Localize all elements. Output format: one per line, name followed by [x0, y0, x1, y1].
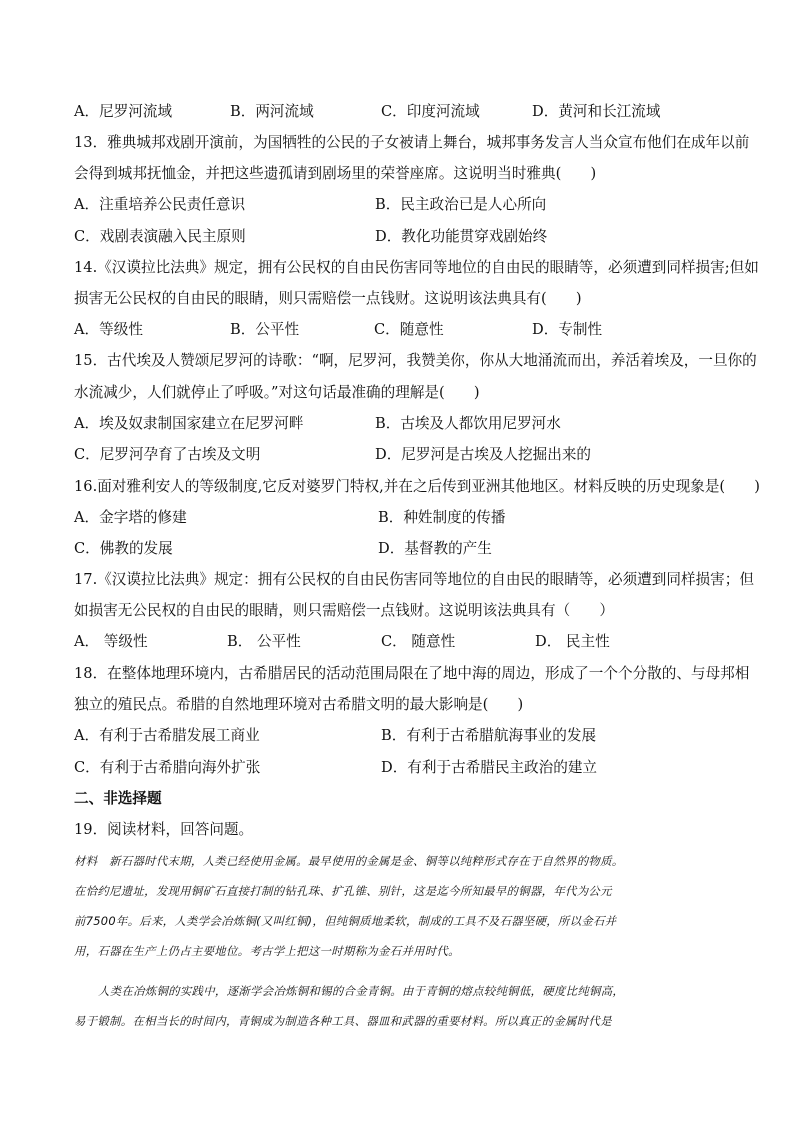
q18-stem-line-2: 独立的殖民点。希腊的自然地理环境对古希腊文明的最大影响是( )	[74, 696, 524, 713]
q13-stem-line-1: 13．雅典城邦戏剧开演前，为国牺牲的公民的子女被请上舞台，城邦事务发言人当众宣布他们在成年以前	[74, 134, 750, 151]
q18-options-row-1	[74, 725, 734, 747]
q17-stem-line-2: 如损害无公民权的自由民的眼睛，则只需赔偿一点钱财。这说明该法典具有（ ）	[74, 602, 614, 619]
q14-stem-line-1: 14.《汉谟拉比法典》规定，拥有公民权的自由民伤害同等地位的自由民的眼睛等，必须遭到同样损害;但如	[74, 259, 759, 276]
q13-options-row-1	[74, 194, 734, 216]
q16-stem-line-1: 16.面对雅利安人的等级制度,它反对婆罗门特权,并在之后传到亚洲其他地区。材料反映的历史现象是( )	[74, 478, 761, 495]
q17-option-a[interactable]: A． 等级性	[74, 633, 148, 650]
q12-option-c[interactable]: C．印度河流域	[381, 103, 480, 120]
q19-material-line-5: 人类在冶炼铜的实践中，逐渐学会冶炼铜和锡的合金青铜。由于青铜的熔点较纯铜低，硬度比纯铜高，	[98, 984, 625, 998]
q18-stem-line-1: 18．在整体地理环境内，古希腊居民的活动范围局限在了地中海的周边，形成了一个个分散的、与母邦相	[74, 665, 750, 682]
q16-option-b[interactable]: B．种姓制度的传播	[378, 509, 506, 526]
q14-options	[74, 319, 734, 341]
q14-option-c[interactable]: C．随意性	[374, 321, 444, 338]
q12-option-a[interactable]: A．尼罗河流域	[74, 103, 173, 120]
q17-stem-line-1: 17.《汉谟拉比法典》规定：拥有公民权的自由民伤害同等地位的自由民的眼睛等，必须遭到同样损害；但	[74, 571, 754, 588]
q15-stem-line-1: 15．古代埃及人赞颂尼罗河的诗歌：“啊，尼罗河，我赞美你，你从大地涌流而出，养活着埃及，一旦你的	[74, 352, 757, 369]
q16-option-c[interactable]: C．佛教的发展	[74, 540, 173, 557]
q18-options-row-2	[74, 757, 734, 779]
q15-option-c[interactable]: C．尼罗河孕育了古埃及文明	[74, 446, 261, 463]
q15-option-b[interactable]: B．古埃及人都饮用尼罗河水	[375, 415, 561, 432]
q13-options-row-2	[74, 226, 734, 248]
q15-options-row-2	[74, 444, 734, 466]
q19-material-line-6: 易于锻制。在相当长的时间内，青铜成为制造各种工具、器皿和武器的重要材料。所以真正的金属时代是	[74, 1014, 612, 1028]
q19-material-line-2: 在恰约尼遗址，发现用铜矿石直接打制的钻孔珠、扩孔锥、别针，这是迄今所知最早的铜器，年代为公元	[74, 884, 612, 898]
q13-stem-line-2: 会得到城邦抚恤金，并把这些遗孤请到剧场里的荣誉座席。这说明当时雅典( )	[74, 165, 597, 182]
q13-option-c[interactable]: C．戏剧表演融入民主原则	[74, 228, 246, 245]
q16-option-a[interactable]: A．金字塔的修建	[74, 509, 187, 526]
q19-material-line-4: 用，石器在生产上仍占主要地位。考古学上把这一时期称为金石并用时代。	[74, 944, 460, 958]
q17-option-d[interactable]: D． 民主性	[535, 633, 610, 650]
q13-option-d[interactable]: D．教化功能贯穿戏剧始终	[375, 228, 548, 245]
q15-stem-line-2: 水流减少，人们就停止了呼吸。”对这句话最准确的理解是( )	[74, 384, 480, 401]
q14-option-a[interactable]: A．等级性	[74, 321, 143, 338]
q14-stem-line-2: 损害无公民权的自由民的眼睛，则只需赔偿一点钱财。这说明该法典具有( )	[74, 290, 582, 307]
q17-option-b[interactable]: B． 公平性	[227, 633, 301, 650]
q18-option-a[interactable]: A．有利于古希腊发展工商业	[74, 727, 260, 744]
q18-option-c[interactable]: C．有利于古希腊向海外扩张	[74, 759, 261, 776]
q13-option-a[interactable]: A．注重培养公民责任意识	[74, 196, 246, 213]
q17-options	[74, 631, 734, 653]
q12-option-b[interactable]: B．两河流域	[230, 103, 314, 120]
q12-options	[74, 101, 734, 123]
q15-option-d[interactable]: D．尼罗河是古埃及人挖掘出来的	[375, 446, 592, 463]
q16-option-d[interactable]: D．基督教的产生	[378, 540, 492, 557]
q14-option-b[interactable]: B．公平性	[230, 321, 300, 338]
q15-option-a[interactable]: A．埃及奴隶制国家建立在尼罗河畔	[74, 415, 304, 432]
q16-options-row-1	[74, 507, 734, 529]
q18-option-b[interactable]: B．有利于古希腊航海事业的发展	[381, 727, 597, 744]
section-title-non-choice: 二、非选择题	[74, 790, 162, 807]
q17-option-c[interactable]: C． 随意性	[381, 633, 456, 650]
q19-material-line-1: 材料 新石器时代末期，人类已经使用金属。最早使用的金属是金、铜等以纯粹形式存在于自然界的物质。	[74, 854, 624, 868]
q19-prompt: 19．阅读材料，回答问题。	[74, 821, 254, 838]
q19-material-line-3: 前7500年。后来，人类学会冶炼铜(又叫红铜)，但纯铜质地柔软，制成的工具不及石器坚硬，所以金石并	[74, 914, 617, 928]
q16-options-row-2	[74, 538, 734, 560]
q15-options-row-1	[74, 413, 734, 435]
q12-option-d[interactable]: D．黄河和长江流域	[532, 103, 661, 120]
q18-option-d[interactable]: D．有利于古希腊民主政治的建立	[381, 759, 598, 776]
q13-option-b[interactable]: B．民主政治已是人心所向	[375, 196, 547, 213]
q14-option-d[interactable]: D．专制性	[532, 321, 603, 338]
